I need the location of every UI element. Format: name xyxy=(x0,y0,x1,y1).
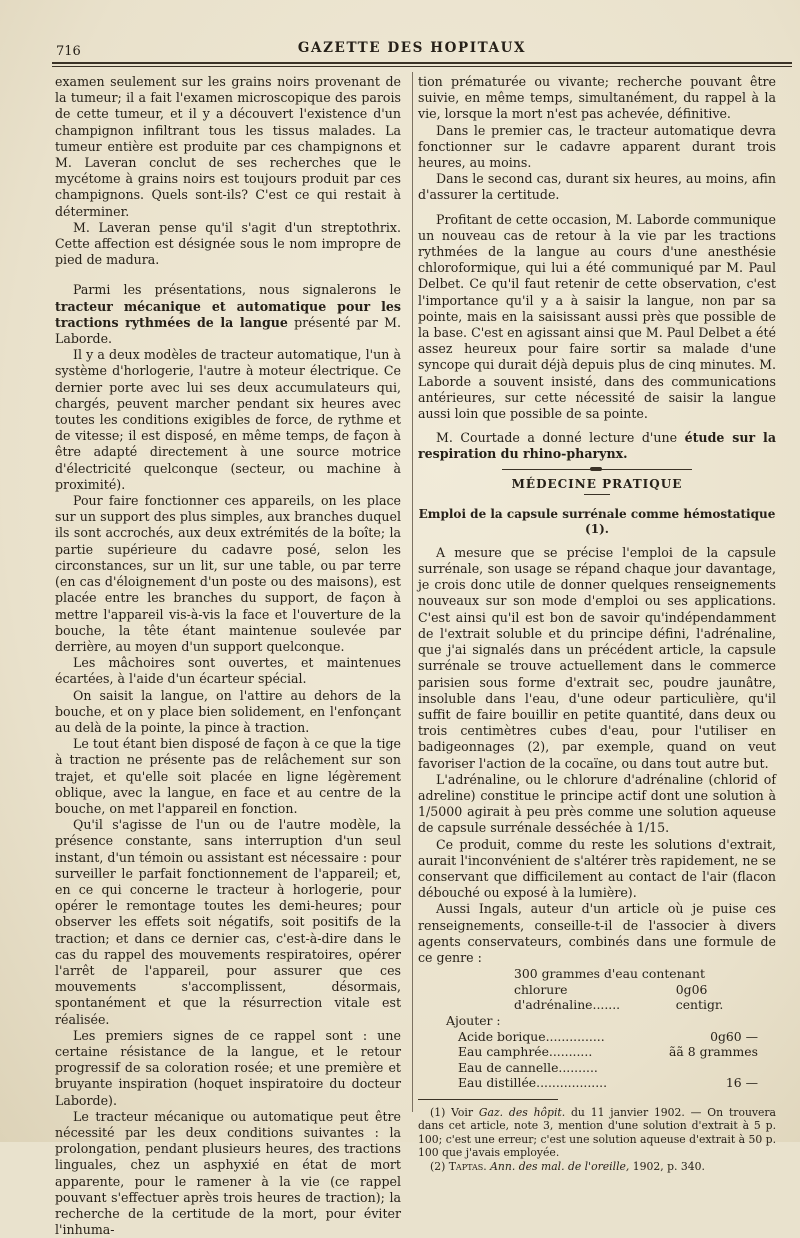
column-separator xyxy=(412,72,413,1112)
paragraph: Dans le second cas, durant six heures, au moins, afin d'assurer la certitude. xyxy=(418,171,776,203)
paragraph: M. Laveran pense qu'il s'agit d'un streptothrix. Cette affection est désignée sous le nom impropre de pied de madura. xyxy=(55,219,401,268)
journal-title: GAZETTE DES HOPITAUX xyxy=(297,40,527,56)
right-column xyxy=(418,74,776,1173)
page-number: 716 xyxy=(56,44,81,59)
footnote-1: (1) Voir Gaz. des hôpit. du 11 janvier 1902. — On trouvera dans cet article, note 3, mention d'une solution d'extrait à 5 p. 100; c'est une erreur; c'est une solution aqueuse d'extrait à 50 p. 100 que j'avais employée. xyxy=(418,1105,776,1160)
header-rule-thin xyxy=(52,66,792,67)
paragraph: examen seulement sur les grains noirs provenant de la tumeur; il a fait l'examen microscopique des parois de cette tumeur, et il y a découvert l'existence d'un champignon infiltrant tous les tissus malades. La tumeur entière est produite par ces champignons et M. Laveran conclut de ses recherches que le mycétome à grains noirs est toujours produit par ces champignons. Quels sont-ils? C'est ce qui restait à déterminer. xyxy=(55,74,401,219)
paragraph: Dans le premier cas, le tracteur automatique devra fonctionner sur le cadavre apparent durant trois heures, au moins. xyxy=(418,122,776,171)
paragraph: tion prématurée ou vivante; recherche pouvant être suivie, en même temps, simultanément, du rappel à la vie, lorsque la mort n'est pas achevée, définitive. xyxy=(418,74,776,122)
header-rule xyxy=(52,62,792,64)
footnotes xyxy=(418,1106,776,1173)
section-heading: MÉDECINE PRATIQUE xyxy=(511,476,683,491)
paragraph: On saisit la langue, on l'attire au dehors de la bouche, et on y place bien solidement, en l'enfonçant au delà de la pointe, la pince à traction. xyxy=(55,687,401,735)
bold-topic: tracteur mécanique et automatique pour les tractions rythmées de la langue xyxy=(55,298,401,330)
footnote-rule xyxy=(418,1099,558,1100)
paragraph: Aussi Ingals, auteur d'un article où je puise ces renseignements, conseille-t-il de l'associer à divers agents conservateurs, combinés dans une formule de ce genre : xyxy=(418,901,776,965)
paragraph-tracteur: Parmi les présentations, nous signalerons le tracteur mécanique et automatique pour les tractions rythmées de la langue présenté par M. Laborde. xyxy=(55,282,401,347)
article-title: Emploi de la capsule surrénale comme hémostatique (1). xyxy=(418,506,776,536)
left-column xyxy=(55,74,401,1238)
paragraph: Qu'il s'agisse de l'un ou de l'autre modèle, la présence constante, sans interruption d'un seul instant, d'un témoin ou assistant est nécessaire : pour surveiller le parfait fonctionnement de l'appareil; et, en ce qui concerne le tracteur à horlogerie, pour opérer le remontage toutes les demi-heures; pour observer les effets soit négatifs, soit positifs de la traction; et dans ce dernier cas, c'est-à-dire dans le cas du rappel des mouvements respiratoires, opérer l'arrêt de l'appareil, pour assurer que ces mouvements s'accomplissent, désormais, spontanément et que la résurrection vitale est réalisée. xyxy=(55,817,401,1027)
paragraph: Les premiers signes de ce rappel sont : une certaine résistance de la langue, et le retour progressif de sa coloration rosée; et une première et bruyante inspiration (hoquet inspiratoire du docteur Laborde). xyxy=(55,1027,401,1108)
heading-rule xyxy=(584,494,610,495)
paragraph: Il y a deux modèles de tracteur automatique, l'un à système d'horlogerie, l'autre à moteur électrique. Ce dernier porte avec lui ses deux accumulateurs qui, chargés, peuvent marcher pendant six heures avec toutes les conditions exigibles de force, de rythme et de vitesse; il est disposé, en même temps, de façon à être adapté directement à une source motrice d'électricité quelconque (secteur, ou machine à proximité). xyxy=(55,347,401,492)
paragraph: Le tracteur mécanique ou automatique peut être nécessité par les deux conditions suivantes : la prolongation, pendant plusieurs heures, des tractions linguales, chez un asphyxié en état de mort apparente, pour le ramener à la vie (ce rappel pouvant s'effectuer après trois heures de traction); la recherche de la certitude de la mort, pour éviter l'inhuma- xyxy=(55,1108,401,1238)
paragraph: Pour faire fonctionner ces appareils, on les place sur un support des plus simples, aux branches duquel ils sont accrochés, aux deux extrémités de la boîte; la partie supérieure du cadavre posé, selon les circonstances, sur un lit, sur une table, ou par terre (en cas d'éloignement d'un poste ou des maisons), est placée entre les branches du support, de façon à mettre l'appareil vis-à-vis la face et l'ouverture de la bouche, la tête étant maintenue soulevée par derrière, au moyen d'un support quelconque. xyxy=(55,493,401,654)
page-header xyxy=(52,38,772,60)
prescription-formula: 300 grammes d'eau contenant chlorure d'adrénaline....... 0g06 centigr. Ajouter : Acide borique............... 0g60 — Eau camphrée........... ãã 8 grammes Eau de cannelle.......... Eau distillée.................. 16 — xyxy=(446,966,758,1091)
paragraph-courtade: M. Courtade a donné lecture d'une étude sur la respiration du rhino-pharynx. xyxy=(418,430,776,462)
paragraph: L'adrénaline, ou le chlorure d'adrénaline (chlorid of adreline) constitue le principe actif dont une solution à 1/5000 agirait à peu près comme une solution aqueuse de capsule surrénale desséchée à 1/15. xyxy=(418,771,776,836)
bold-topic: étude sur la respiration du rhino-pharynx. xyxy=(418,430,776,462)
paragraph: Le tout étant bien disposé de façon à ce que la tige à traction ne présente pas de relâchement sur son trajet, et qu'elle soit placée en ligne légèrement oblique, avec la langue, en face et au centre de la bouche, on met l'appareil en fonction. xyxy=(55,736,401,816)
paragraph: Les mâchoires sont ouvertes, et maintenues écartées, à l'aide d'un écarteur spécial. xyxy=(55,655,401,687)
section-divider xyxy=(502,469,692,470)
paragraph: A mesure que se précise l'emploi de la capsule surrénale, son usage se répand chaque jour davantage, je crois donc utile de donner quelques renseignements nouveaux sur son mode d'emploi ou ses applications. C'est ainsi qu'il est bon de savoir qu'indépendamment de l'extrait soluble et du principe défini, l'adrénaline, que j'ai signalés dans un précédent article, la capsule surrénale se trouve actuellement dans le commerce parisien sous forme d'extrait sec, poudre jaunâtre, insoluble dans l'eau, d'une odeur particulière, qu'il suffit de faire bouillir en petite quantité, dans deux ou trois centimètres cubes d'eau, pour l'utiliser en badigeonnages (2), par exemple, quand on veut favoriser l'action de la cocaïne, ou dans tout autre but. xyxy=(418,544,776,771)
paragraph: Ce produit, comme du reste les solutions d'extrait, aurait l'inconvénient de s'altérer très rapidement, ne se conservant que difficilement au contact de l'air (flacon débouché ou exposé à la lumière). xyxy=(418,836,776,901)
footnote-2: (2) Taptas. Ann. des mal. de l'oreille, 1902, p. 340. xyxy=(430,1159,705,1173)
paragraph: Profitant de cette occasion, M. Laborde communique un nouveau cas de retour à la vie par les tractions rythmées de la langue au cours d'une anesthésie chloroformique, qui lui a été communiqué par M. Paul Delbet. Ce qu'il faut retenir de cette observation, c'est l'importance qu'il y a à saisir la langue, non par sa pointe, mais en la saisissant aussi près que possible de la base. C'est en agissant ainsi que M. Paul Delbet a été assez heureux pour faire sortir sa malade d'une syncope qui durait déjà depuis plus de cinq minutes. M. Laborde a souvent insisté, dans des communications antérieures, sur cette nécessité de saisir la langue aussi loin que possible de sa pointe. xyxy=(418,211,776,422)
